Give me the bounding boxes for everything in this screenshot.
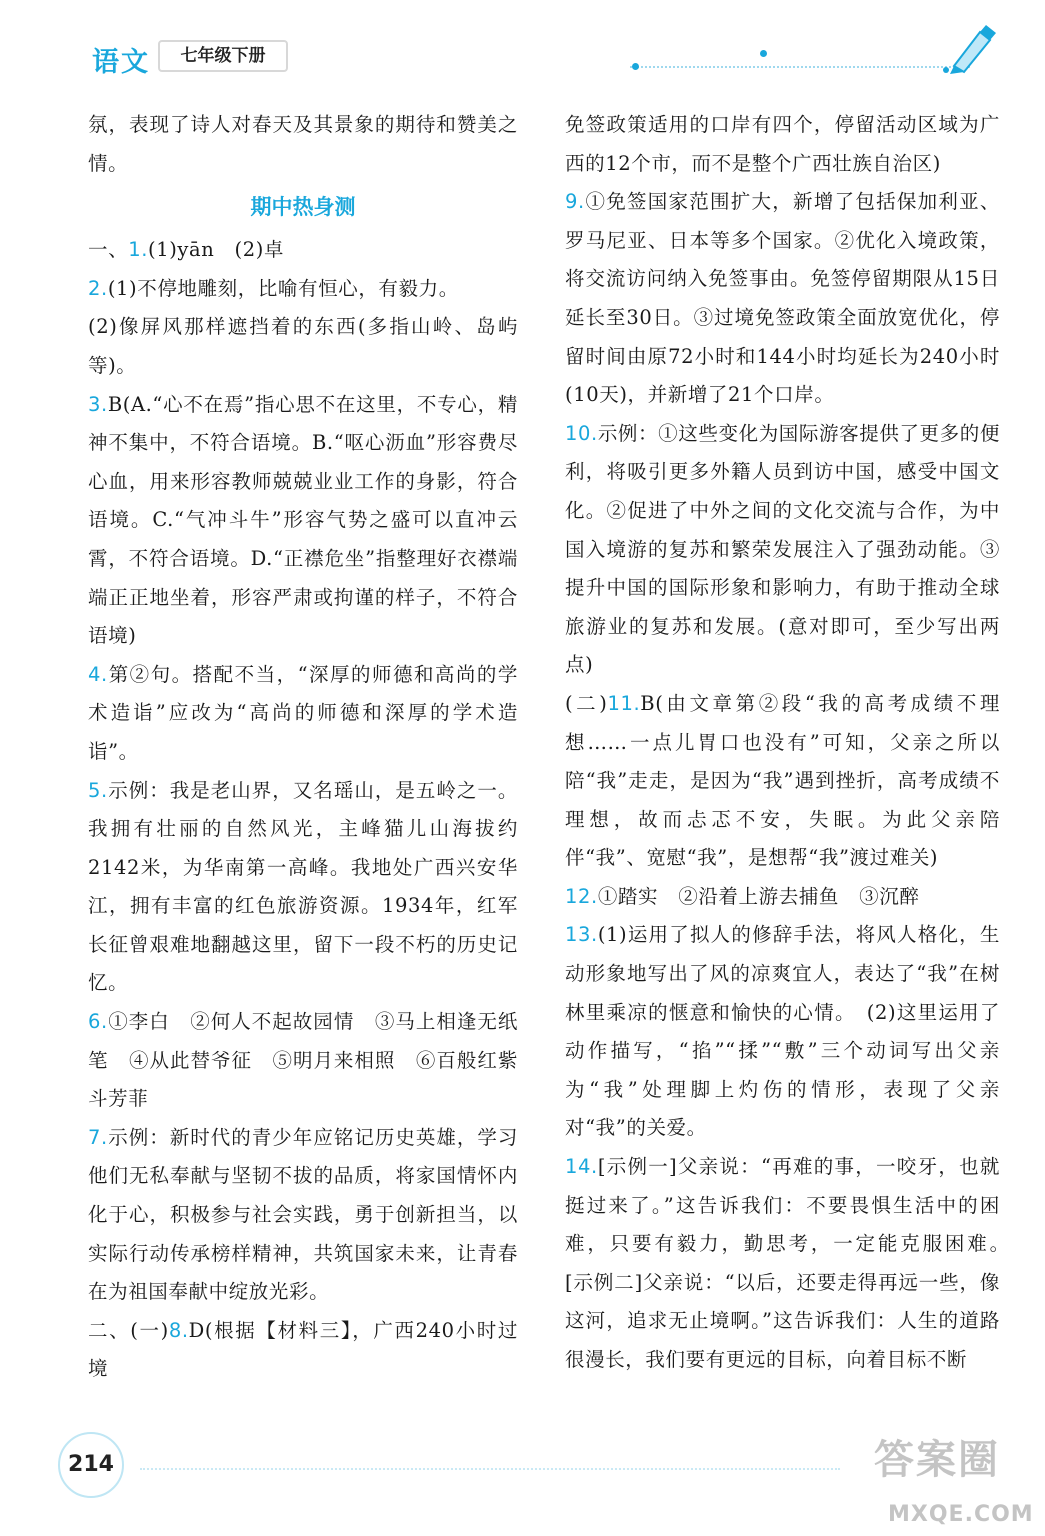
question-number: 11. (607, 691, 641, 715)
answer-text: 第②句。搭配不当，“深厚的师德和高尚的学术造诣”应改为“高尚的师德和深厚的学术造诣”。 (88, 662, 518, 763)
answer-text: 示例：①这些变化为国际游客提供了更多的便利，将吸引更多外籍人员到访中国，感受中国文化。②促进了中外之间的文化交流与合作，为中国入境游的复苏和繁荣发展注入了强劲动能。③提升中国的国际形象和影响力，有助于推动全球旅游业的复苏和发展。(意对即可，至少写出两点) (565, 421, 1000, 677)
question-number: 5. (88, 778, 108, 802)
watermark-title: 答案圈 (874, 1437, 1000, 1483)
answer-text: ①李白 ②何人不起故园情 ③马上相逢无纸笔 ④从此替爷征 ⑤明月来相照 ⑥百般红紫斗芳菲 (88, 1010, 518, 1111)
watermark (860, 1428, 1040, 1528)
answer-text: ①免签国家范围扩大，新增了包括保加利亚、罗马尼亚、日本等多个国家。②优化入境政策，将交流访问纳入免签事由。免签停留期限从15日延长至30日。③过境免签政策全面放宽优化，停留时间由原72小时和144小时均延长为240小时(10天)，并新增了21个口岸。 (565, 190, 1000, 407)
question-number: 7. (88, 1125, 108, 1149)
header-dot (632, 63, 639, 70)
answer-item (88, 1119, 518, 1312)
answer-text: B(由文章第②段“我的高考成绩不理想……一点儿胃口也没有”可知，父亲之所以陪“我”走走，是因为“我”遇到挫折，高考成绩不理想，故而忐忑不安，失眠。为此父亲陪伴“我”、宽慰“我”，是想帮“我”渡过难关) (565, 691, 1001, 870)
question-number: 12. (565, 884, 598, 908)
footer-dotted-rule (140, 1468, 840, 1470)
grade-label: 七年级下册 (158, 40, 288, 72)
question-number: 8. (168, 1318, 189, 1342)
answer-item (565, 878, 1000, 917)
answer-item (565, 1148, 1021, 1380)
answer-text: [示例一]父亲说：“再难的事，一咬牙，也就挺过来了。”这告诉我们：不要畏惧生活中的困难，只要有毅力，勤思考，一定能克服困难。 [示例二]父亲说：“以后，还要走得再远一些，像这河，追求无止境啊。”这告诉我们：人生的道路很漫长，我们要有更远的目标，向着目标不断 (565, 1155, 1021, 1371)
answer-item (88, 1003, 518, 1119)
question-number: 1. (128, 238, 149, 262)
part-prefix: 二、(一) (88, 1318, 169, 1342)
page-footer (0, 1420, 1045, 1536)
answer-item (88, 1312, 518, 1389)
question-number: 2. (88, 276, 108, 300)
answer-text: ①踏实 ②沿着上游去捕鱼 ③沉醉 (597, 884, 920, 908)
answer-item (565, 183, 1000, 415)
page-header (0, 0, 1045, 80)
answer-text: (1)运用了拟人的修辞手法，将风人格化，生动形象地写出了风的凉爽宜人，表达了“我”在树林里乘凉的惬意和愉快的心情。 (2)这里运用了动作描写，“掐”“揉”“敷”三个动词写出父亲为“我”处理脚上灼伤的情形，表现了父亲对“我”的关爱。 (565, 923, 1000, 1140)
header-dotted-rule (630, 66, 970, 68)
question-number: 9. (565, 190, 585, 214)
answer-text: (1)不停地雕刻，比喻有恒心，有毅力。 (107, 276, 459, 300)
answer-text: 示例：我是老山界，又名瑶山，是五岭之一。我拥有壮丽的自然风光，主峰猫儿山海拔约2142米，为华南第一高峰。我地处广西兴安华江，拥有丰富的红色旅游资源。1934年，红军长征曾艰难地翻越这里，留下一段不朽的历史记忆。 (88, 778, 518, 995)
answer-item (88, 386, 518, 656)
answer-text: D(根据【材料三】，广西240小时过境 (88, 1318, 519, 1381)
question-number: 14. (565, 1155, 598, 1179)
answer-text: (2)像屏风那样遮挡着的东西(多指山岭、岛屿等)。 (88, 315, 518, 377)
part-prefix: 一、 (88, 238, 129, 262)
continuation-paragraph: 免签政策适用的口岸有四个，停留活动区域为广西的12个市，而不是整个广西壮族自治区) (565, 113, 1000, 175)
right-column (565, 106, 1021, 1380)
question-number: 6. (88, 1010, 108, 1034)
answer-item (88, 656, 518, 772)
watermark-url: MXQE.COM (888, 1502, 1034, 1527)
answer-text: (1)yān (2)卓 (148, 238, 285, 262)
answer-item (565, 685, 1000, 878)
question-number: 4. (88, 662, 108, 686)
answer-text: B(A.“心不在焉”指心思不在这里，不专心，精神不集中，不符合语境。B.“呕心沥血”形容费尽心血，用来形容教师兢兢业业工作的身影，符合语境。C.“气冲斗牛”形容气势之盛可以直冲云霄，不符合语境。D.“正襟危坐”指整理好衣襟端端正正地坐着，形容严肃或拘谨的样子，不符合语境) (88, 392, 518, 648)
pen-icon (940, 20, 1000, 76)
section-title: 期中热身测 (250, 195, 356, 220)
question-number: 3. (88, 392, 108, 416)
answer-item (88, 231, 518, 270)
left-column (88, 106, 518, 1389)
question-number: 13. (565, 923, 598, 947)
part-prefix: (二) (565, 691, 608, 715)
answer-item (565, 916, 1000, 1148)
question-number: 10. (565, 421, 598, 445)
header-dot (760, 50, 767, 57)
answer-item (565, 415, 1000, 685)
answer-item (88, 270, 518, 309)
subject-label: 语文 (92, 47, 150, 78)
page-number: 214 (58, 1432, 124, 1498)
answer-text: 示例：新时代的青少年应铭记历史英雄，学习他们无私奉献与坚韧不拔的品质，将家国情怀内化于心，积极参与社会实践，勇于创新担当，以实际行动传承榜样精神，共筑国家未来，让青春在为祖国奉献中绽放光彩。 (88, 1125, 518, 1304)
continuation-paragraph: 氛，表现了诗人对春天及其景象的期待和赞美之情。 (88, 113, 518, 175)
answer-item (88, 772, 518, 1004)
